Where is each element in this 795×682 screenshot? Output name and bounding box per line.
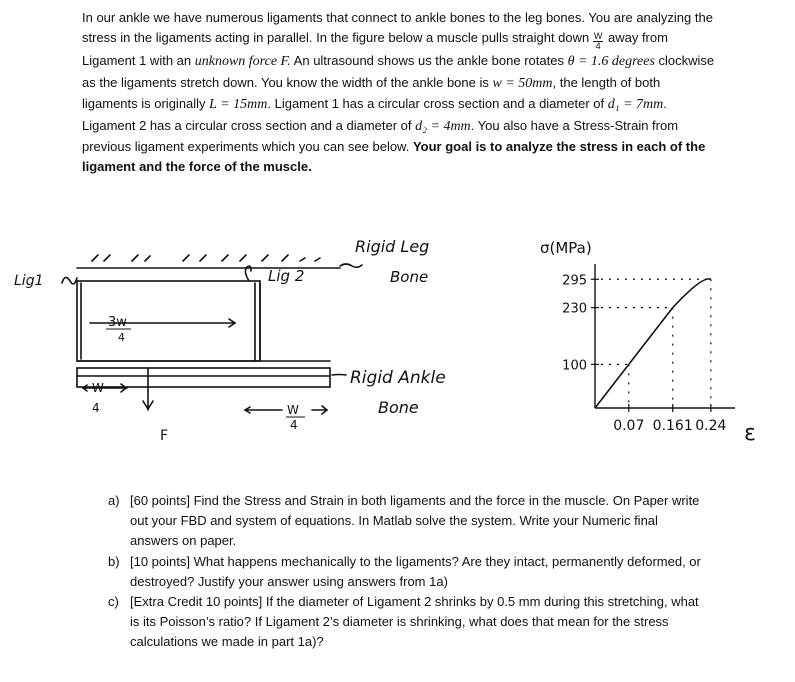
leg-hatching: [92, 255, 320, 261]
force-label: F: [160, 428, 169, 444]
x-tick-label: 0.07: [613, 418, 645, 434]
lig2-label: Lig 2: [268, 267, 305, 285]
w4-left-dimension: [83, 384, 127, 392]
theta-value: θ = 1.6 degrees: [567, 54, 655, 70]
intro-text: away from Ligament 1 with an: [82, 30, 668, 69]
question-text: [Extra Credit 10 points] If the diameter of Ligament 2 shrinks by 0.5 mm during this stretching, what is its Poisson’s ratio? If Ligament 2’s diameter is shrinking, what does that mean for the stress calculations we made in part 1a)?: [130, 594, 699, 650]
y-axis-label: σ(MPa): [540, 239, 592, 257]
w4-right-denominator: 4: [290, 418, 298, 432]
y-tick-label: 100: [562, 358, 587, 374]
3w-denominator: 4: [118, 331, 125, 344]
ankle-bone-label: Bone: [378, 398, 419, 417]
figure: [0, 228, 795, 458]
w-over-4-fraction: [593, 32, 604, 51]
intro-text: , the length of both ligaments is originally: [82, 74, 661, 112]
w4-left-label: W: [92, 381, 104, 395]
rigid-ankle-bone: [77, 368, 330, 387]
fraction-numerator: W: [593, 31, 603, 42]
lig1-pointer: [62, 277, 77, 283]
chart-guides: [601, 279, 711, 408]
leg-pointer: [340, 264, 362, 267]
intro-text: An ultrasound shows us the ankle bone rotates: [290, 53, 568, 69]
y-tick-label: 230: [562, 301, 587, 317]
3w-label: 3w: [108, 315, 127, 330]
question-label: c): [108, 594, 119, 610]
question-label: a): [108, 493, 120, 508]
question-a: [108, 491, 708, 552]
w4-right-dimension: [245, 406, 327, 414]
width-value: w = 50mm: [492, 75, 553, 91]
d2-value: d₂ = 4mm: [415, 118, 471, 134]
intro-text: . Ligament 2 has a circular cross section and a diameter of: [82, 96, 667, 133]
stress-strain-curve: [595, 279, 711, 408]
intro-text: . Ligament 1 has a circular cross section and a diameter of: [267, 96, 608, 112]
question-text: [10 points] What happens mechanically to the ligaments? Are they intact, permanently deformed, or destroyed? Justify your answer using answers from 1a): [130, 553, 701, 589]
rigid-ankle-label: Rigid Ankle: [350, 368, 446, 388]
rigid-leg-label: Rigid Leg: [355, 237, 430, 256]
problem-statement: [82, 8, 717, 178]
question-label: b): [108, 553, 120, 569]
w4-right-label: W: [287, 403, 299, 417]
fraction-denominator: 4: [595, 41, 601, 52]
ankle-pointer: [332, 375, 346, 376]
lig1-label: Lig1: [14, 273, 44, 289]
question-list: [108, 491, 708, 653]
length-value: L = 15mm: [209, 97, 268, 113]
ligament-diagram: [62, 255, 362, 414]
stress-strain-chart: [540, 239, 756, 446]
d1-value: d₁ = 7mm: [607, 97, 664, 113]
leg-bone-label: Bone: [390, 268, 429, 286]
w4-left-denominator: 4: [92, 401, 100, 415]
chart-ticks: [562, 273, 726, 434]
question-c: [108, 592, 708, 653]
intro-text: clockwise as the ligaments stretch down. You know the width of the ankle bone is: [82, 53, 715, 90]
intro-text: . You also have a Stress-Strain from previous ligament experiments which you can see below.: [82, 117, 679, 155]
x-tick-label: 0.161: [652, 418, 693, 434]
unknown-force: unknown force F.: [194, 54, 291, 70]
intro-text: In our ankle we have numerous ligaments that connect to ankle bones to the leg bones. You are analyzing the stress in the ligaments acting in parallel. In the figure below a muscle pulls straight down: [82, 10, 713, 46]
question-b: [108, 552, 708, 592]
y-tick-label: 295: [562, 273, 587, 289]
x-axis-label: ε: [744, 421, 756, 446]
goal-statement: Your goal is to analyze the stress in each of the ligament and the force of the muscle.: [82, 139, 706, 175]
x-tick-label: 0.24: [695, 418, 727, 434]
question-text: [60 points] Find the Stress and Strain in both ligaments and the force in the muscle. On Paper write out your FBD and system of equations. In Matlab solve the system. Write your Numeric final answers on paper.: [130, 493, 700, 549]
